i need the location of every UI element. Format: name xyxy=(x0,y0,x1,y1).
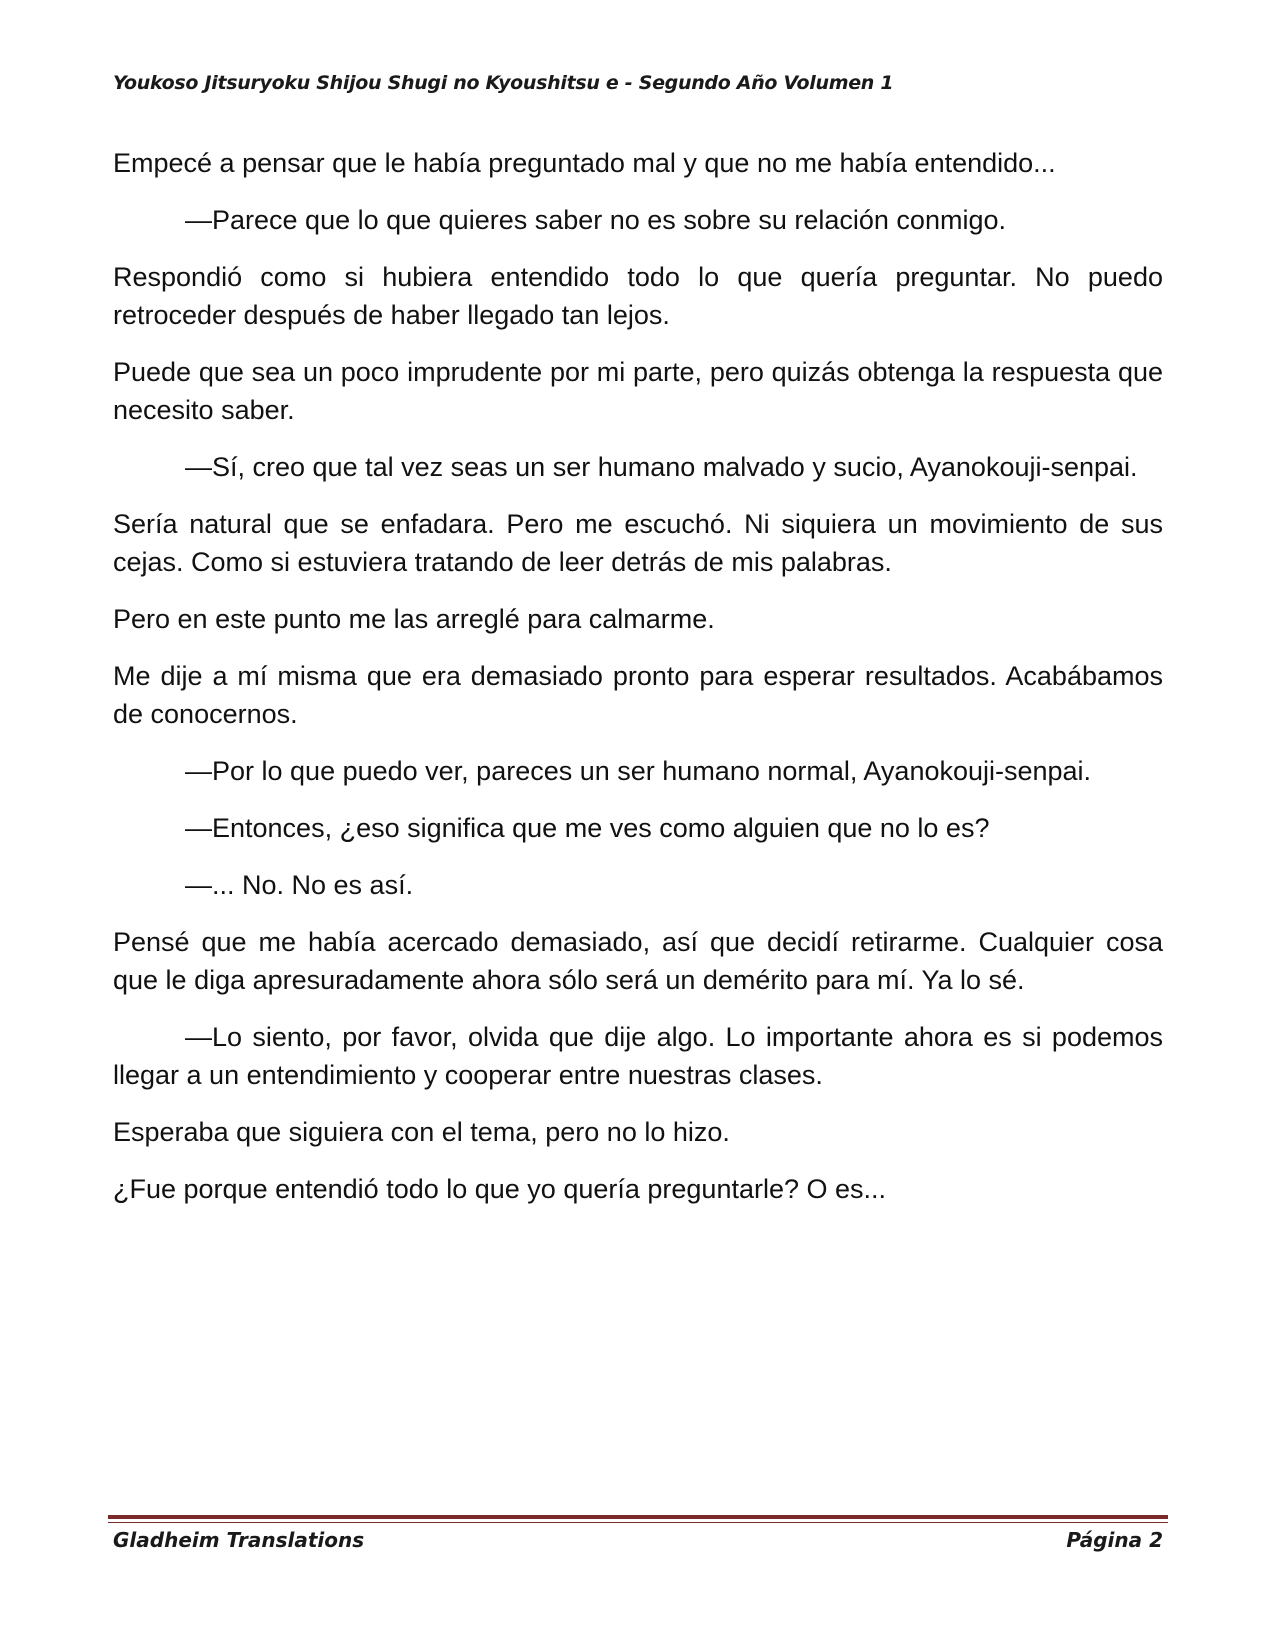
dialogue-paragraph: —... No. No es así. xyxy=(185,870,414,900)
page-header-title: Youkoso Jitsuryoku Shijou Shugi no Kyoushitsu e - Segundo Año Volumen 1 xyxy=(113,72,894,94)
paragraph: Sería natural que se enfadara. Pero me escuchó. Ni siquiera un movimiento de sus cejas. Como si estuviera tratando de leer detrás de mis palabras. xyxy=(113,509,1163,577)
footer-publisher: Gladheim Translations xyxy=(113,1528,365,1552)
dialogue-paragraph: —Entonces, ¿eso significa que me ves como alguien que no lo es? xyxy=(185,813,990,843)
paragraph: Pero en este punto me las arreglé para calmarme. xyxy=(113,604,715,634)
paragraph: Pensé que me había acercado demasiado, así que decidí retirarme. Cualquier cosa que le diga apresuradamente ahora sólo será un demérito para mí. Ya lo sé. xyxy=(113,927,1163,995)
page-footer xyxy=(113,1528,1163,1552)
footer-divider-thin xyxy=(108,1522,1168,1523)
footer-divider xyxy=(108,1515,1168,1519)
footer-page-number: Página 2 xyxy=(1066,1528,1163,1552)
dialogue-paragraph: —Sí, creo que tal vez seas un ser humano malvado y sucio, Ayanokouji-senpai. xyxy=(185,452,1138,482)
paragraph: Puede que sea un poco imprudente por mi parte, pero quizás obtenga la respuesta que necesito saber. xyxy=(113,357,1163,425)
paragraph: Esperaba que siguiera con el tema, pero no lo hizo. xyxy=(113,1117,730,1147)
dialogue-paragraph: —Por lo que puedo ver, pareces un ser humano normal, Ayanokouji-senpai. xyxy=(185,756,1092,786)
dialogue-paragraph: —Parece que lo que quieres saber no es sobre su relación conmigo. xyxy=(185,205,1006,235)
paragraph: Respondió como si hubiera entendido todo lo que quería preguntar. No puedo retroceder después de haber llegado tan lejos. xyxy=(113,262,1163,330)
paragraph: Me dije a mí misma que era demasiado pronto para esperar resultados. Acabábamos de conocernos. xyxy=(113,661,1163,729)
dialogue-paragraph: —Lo siento, por favor, olvida que dije algo. Lo importante ahora es si podemos llegar a un entendimiento y cooperar entre nuestras clases. xyxy=(113,1022,1163,1090)
paragraph: Empecé a pensar que le había preguntado mal y que no me había entendido... xyxy=(113,148,1056,178)
paragraph: ¿Fue porque entendió todo lo que yo quería preguntarle? O es... xyxy=(113,1174,887,1204)
page-body xyxy=(113,144,1163,1227)
